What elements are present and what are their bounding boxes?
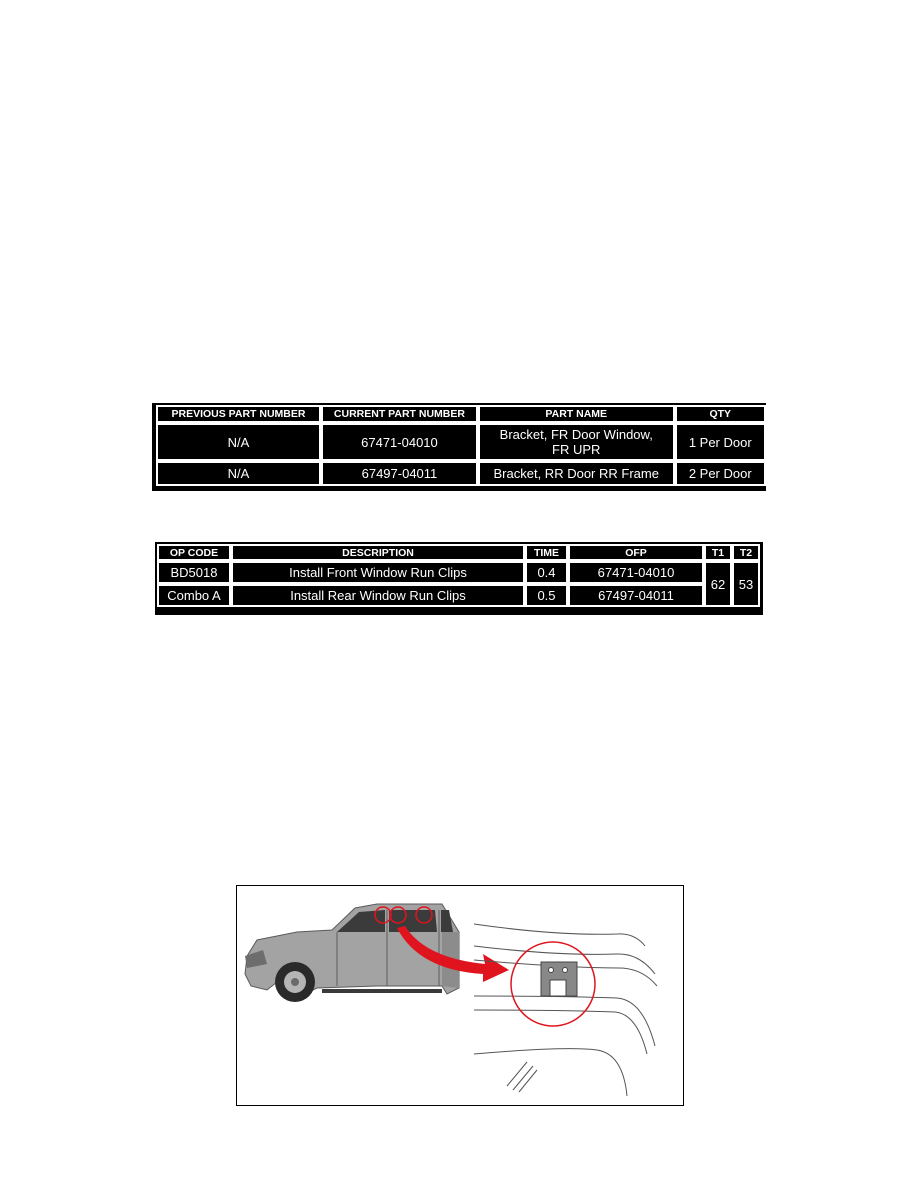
- detail-drawing: [474, 924, 657, 1096]
- cell-time: 0.4: [525, 561, 568, 584]
- cell-t2: 53: [732, 561, 760, 607]
- parts-table-panel: [152, 403, 766, 491]
- cell-description: Install Front Window Run Clips: [231, 561, 525, 584]
- op-code-table: [157, 544, 760, 607]
- op-code-table-panel: [155, 542, 763, 615]
- cell-op-code: Combo A: [157, 584, 231, 607]
- table-row: [156, 423, 766, 461]
- header-part-name: PART NAME: [478, 405, 675, 423]
- op-table-header-row: [157, 544, 760, 561]
- cell-previous-part: N/A: [156, 461, 321, 486]
- cell-part-name: Bracket, RR Door RR Frame: [478, 461, 675, 486]
- part-name-line1: Bracket, FR Door Window,: [499, 427, 653, 442]
- header-ofp: OFP: [568, 544, 704, 561]
- header-current-part-number: CURRENT PART NUMBER: [321, 405, 478, 423]
- cell-previous-part: N/A: [156, 423, 321, 461]
- header-time: TIME: [525, 544, 568, 561]
- cell-op-code: BD5018: [157, 561, 231, 584]
- part-name-line2: FR UPR: [552, 442, 601, 457]
- cell-qty: 1 Per Door: [675, 423, 766, 461]
- cell-current-part: 67497-04011: [321, 461, 478, 486]
- cell-ofp: 67497-04011: [568, 584, 704, 607]
- header-description: DESCRIPTION: [231, 544, 525, 561]
- parts-table: [156, 405, 766, 486]
- header-previous-part-number: PREVIOUS PART NUMBER: [156, 405, 321, 423]
- cell-ofp: 67471-04010: [568, 561, 704, 584]
- illustration-svg: [237, 886, 683, 1105]
- table-row: [157, 584, 760, 607]
- table-row: [157, 561, 760, 584]
- header-qty: QTY: [675, 405, 766, 423]
- header-t1: T1: [704, 544, 732, 561]
- cell-time: 0.5: [525, 584, 568, 607]
- header-op-code: OP CODE: [157, 544, 231, 561]
- cell-description: Install Rear Window Run Clips: [231, 584, 525, 607]
- cell-qty: 2 Per Door: [675, 461, 766, 486]
- parts-table-header-row: [156, 405, 766, 423]
- cell-t1: 62: [704, 561, 732, 607]
- window-run-clip-illustration: [236, 885, 684, 1106]
- header-t2: T2: [732, 544, 760, 561]
- table-row: [156, 461, 766, 486]
- cell-part-name: [478, 423, 675, 461]
- cell-current-part: 67471-04010: [321, 423, 478, 461]
